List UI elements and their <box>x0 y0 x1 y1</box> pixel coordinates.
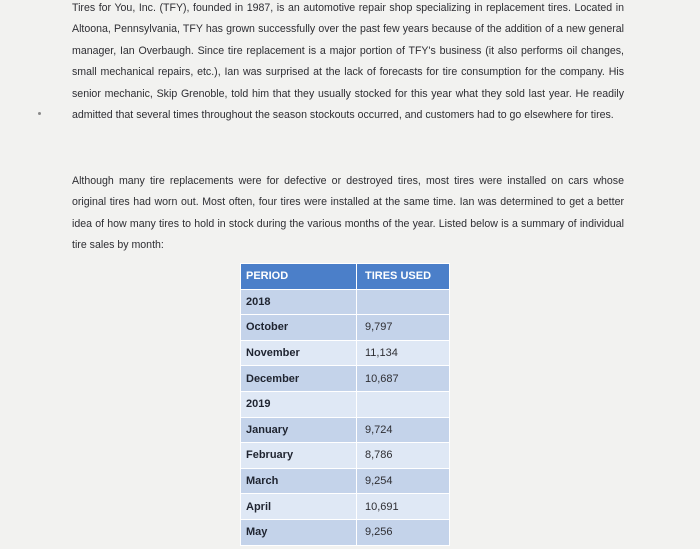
header-tires-used: TIRES USED <box>357 264 450 290</box>
period-cell: January <box>241 417 357 443</box>
tires-cell: 9,724 <box>357 417 450 443</box>
tires-cell: 9,797 <box>357 315 450 341</box>
table-row <box>241 468 450 494</box>
period-cell: May <box>241 519 357 545</box>
table-row <box>241 519 450 545</box>
intro-paragraph: Tires for You, Inc. (TFY), founded in 1987, is an automotive repair shop specializing in replacement tires. Located in Altoona, Pennsylvania, TFY has grown successfully over the past few years because of the addition of a new general manager, Ian Overbaugh. Since tire replacement is a major portion of TFY's business (it also performs oil changes, small mechanical repairs, etc.), Ian was surprised at the lack of forecasts for tire consumption for the company. His senior mechanic, Skip Grenoble, told him that they usually stocked for this year what they sold last year. He readily admitted that several times throughout the season stockouts occurred, and customers had to go elsewhere for tires. <box>72 2 624 122</box>
table-row <box>241 289 450 315</box>
table-header-row <box>241 264 450 290</box>
table-row <box>241 315 450 341</box>
period-cell: February <box>241 443 357 469</box>
table-row <box>241 391 450 417</box>
table-row <box>241 443 450 469</box>
table-row <box>241 366 450 392</box>
period-cell: November <box>241 340 357 366</box>
margin-dot <box>38 112 41 115</box>
tires-cell <box>357 289 450 315</box>
table-row <box>241 340 450 366</box>
tires-cell: 9,256 <box>357 519 450 545</box>
period-cell: October <box>241 315 357 341</box>
period-cell: April <box>241 494 357 520</box>
tires-cell: 9,254 <box>357 468 450 494</box>
period-cell: March <box>241 468 357 494</box>
table-row <box>241 417 450 443</box>
tire-sales-table <box>240 263 450 546</box>
header-period: PERIOD <box>241 264 357 290</box>
tires-cell: 10,691 <box>357 494 450 520</box>
tires-cell: 8,786 <box>357 443 450 469</box>
period-cell: 2018 <box>241 289 357 315</box>
period-cell: 2019 <box>241 391 357 417</box>
period-cell: December <box>241 366 357 392</box>
context-paragraph: Although many tire replacements were for defective or destroyed tires, most tires were installed on cars whose original tires had worn out. Most often, four tires were installed at the same time. Ian was determined to get a better idea of how many tires to hold in stock during the various months of the year. Listed below is a summary of individual tire sales by month: <box>72 175 624 252</box>
table-row <box>241 494 450 520</box>
tires-cell <box>357 391 450 417</box>
tires-cell: 10,687 <box>357 366 450 392</box>
tires-cell: 11,134 <box>357 340 450 366</box>
